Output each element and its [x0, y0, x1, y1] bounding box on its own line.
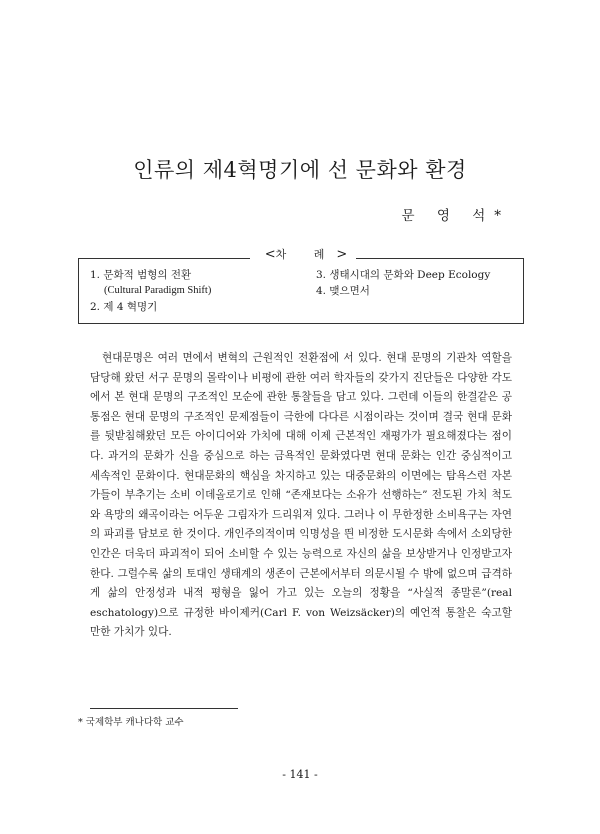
toc-item: (Cultural Paradigm Shift) [104, 285, 212, 296]
toc-header [250, 246, 356, 262]
body-paragraph: 현대문명은 여러 면에서 변혁의 근원적인 전환점에 서 있다. 현대 문명의 기관차 역할을 담당해 왔던 서구 문명의 몰락이나 비평에 관한 여러 학자들의 갖가지 진단들은 다양한 각도에서 본 현대 문명의 구조적인 모순에 관한 통찰들을 담고 있다. 그런데 이들의 한결같은 공통점은 현대 문명의 구조적인 문제점들이 극한에 다다른 시점이라는 것이며 결국 현대 문화를 뒷받침해왔던 모든 아이디어와 가치에 대해 이제 근본적인 재평가가 필요해졌다는 점이다. 과거의 문화가 신을 중심으로 하는 금욕적인 문화였다면 현대 문화는 인간 중심적이고 세속적인 문화이다. 현대문화의 핵심을 차지하고 있는 대중문화의 이면에는 탐욕스런 자본가들이 부추기는 소비 이데올로기로 인해 “존재보다는 소유가 선행하는” 전도된 가치 척도와 욕망의 왜곡이라는 어두운 그림자가 드리워져 있다. 그러나 이 무한정한 소비욕구는 자연의 파괴를 담보로 한 것이다. 개인주의적이며 익명성을 띈 비정한 도시문화 속에서 소외당한 인간은 더욱더 파괴적이 되어 소비할 수 있는 능력으로 자신의 삶을 보상받거나 인정받고자 한다. 그럴수록 삶의 토대인 생태계의 생존이 근본에서부터 의문시될 수 밖에 없으며 급격하게 삶의 안정성과 내적 평형을 잃어 가고 있는 오늘의 정황을 “사실적 종말론”(real eschatology)으로 규정한 바이제커(Carl F. von Weizsäcker)의 예언적 통찰은 숙고할 만한 가치가 있다. [90, 352, 512, 639]
toc-header-label: 차 례 [275, 248, 337, 261]
page-number: - 141 - [282, 768, 318, 781]
page-title: 인류의 제4혁명기에 선 문화와 환경 [133, 158, 467, 183]
toc-item: 3. 생태시대의 문화와 Deep Ecology [316, 269, 491, 281]
author-name: 문 영 석* [401, 208, 510, 224]
toc-item: 1. 문화적 범형의 전환 [90, 269, 192, 281]
footnote: * 국제학부 캐나다학 교수 [78, 717, 184, 728]
toc-header-left-bracket: < [264, 247, 276, 262]
toc-left-column [90, 267, 211, 315]
toc-item: 4. 맺으면서 [316, 285, 370, 297]
footnote-divider [90, 708, 238, 709]
body-text [90, 349, 512, 643]
toc-right-column [316, 267, 490, 299]
toc-item: 2. 제 4 혁명기 [90, 301, 158, 313]
toc-header-right-bracket: > [336, 247, 348, 262]
